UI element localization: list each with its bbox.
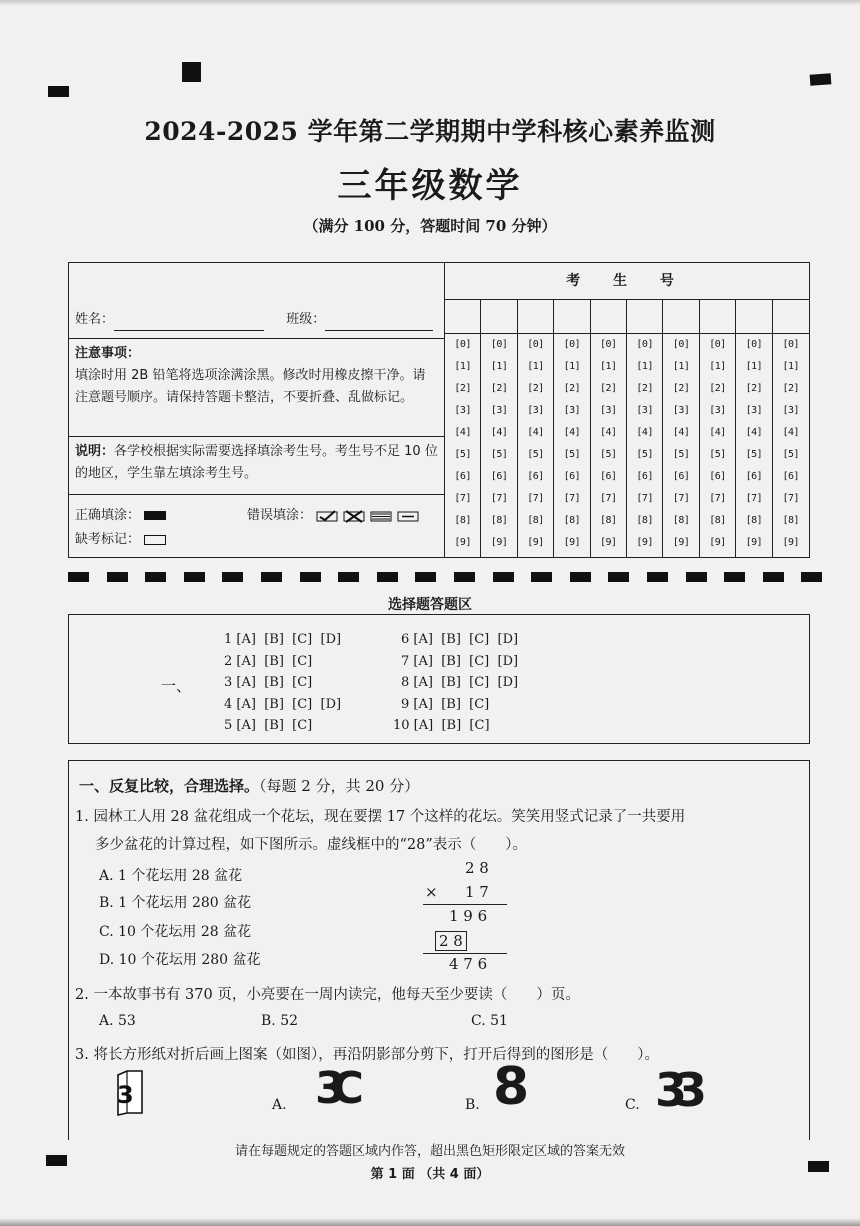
exam-number-bubble[interactable]: [6] [527,471,544,482]
exam-number-bubble[interactable]: [7] [745,493,763,504]
subject-title: 三年级数学 [337,166,523,206]
exam-number-bubble[interactable]: [8] [636,515,653,526]
exam-number-bubble[interactable]: [7] [563,493,581,504]
timing-mark [647,572,668,582]
footer-note: 请在每题规定的答题区域内作答，超出黑色矩形限定区域的答案无效 [234,1144,625,1159]
exam-number-bubble[interactable]: [0] [454,339,471,350]
vertical-row-5: 4 7 6 [449,955,488,973]
exam-number-bubble[interactable]: [4] [745,427,763,438]
exam-number-bubble[interactable]: [3] [672,405,690,416]
timing-mark [531,572,552,582]
timing-mark [261,572,282,582]
fill-example-section [69,495,444,557]
q3-option-b-shape[interactable]: 8 [493,1057,530,1117]
exam-number-bubble[interactable]: [9] [709,537,726,548]
exam-number-write-cell[interactable] [627,299,662,334]
absent-mark-box[interactable] [144,535,166,545]
exam-number-bubble[interactable]: [1] [636,361,653,372]
section-title: 一、反复比较，合理选择。 [79,777,260,795]
timing-mark [222,572,243,582]
exam-number-bubble[interactable]: [2] [454,383,471,394]
vertical-line-2 [423,953,507,954]
correct-fill-label: 正确填涂： [75,508,141,523]
answer-row[interactable]: 10 [A] [B] [C] [393,718,490,733]
explain-title: 说明： [75,444,115,459]
exam-number-bubble[interactable]: [6] [490,471,508,482]
answer-row[interactable]: 4 [A] [B] [C] [D] [224,696,342,712]
answer-row[interactable]: 8 [A] [B] [C] [D] [401,675,519,690]
exam-number-write-cell[interactable] [591,299,626,334]
exam-number-bubble[interactable]: [3] [527,405,544,416]
exam-number-column [773,299,809,557]
exam-number-bubble[interactable]: [8] [600,515,617,526]
exam-number-bubble[interactable]: [5] [490,449,508,460]
vertical-times-sign: × [425,883,438,901]
exam-number-bubble[interactable]: [2] [672,383,690,394]
exam-number-bubble[interactable]: [5] [600,449,617,460]
exam-number-bubble[interactable]: [5] [636,449,653,460]
exam-number-bubble[interactable]: [4] [782,427,800,438]
exam-number-bubble[interactable]: [1] [600,361,617,372]
exam-number-bubble[interactable]: [2] [490,383,508,394]
timing-mark [454,572,475,582]
name-class-row [69,263,444,339]
wrong-fill-label: 错误填涂： [247,508,313,523]
vertical-row-3: 1 9 6 [449,907,488,925]
exam-number-bubble[interactable]: [5] [672,449,690,460]
section-score: （每题 2 分，共 20 分） [259,777,420,795]
exam-number-bubble[interactable]: [7] [672,493,690,504]
exam-number-bubble[interactable]: [8] [782,515,800,526]
exam-subtitle: （满分 100 分，答题时间 70 分钟） [303,217,557,235]
exam-number-bubble[interactable]: [7] [709,493,726,504]
question-3: 3. 将长方形纸对折后画上图案（如图），再沿阴影部分剪下，打开后得到的图形是（ ）。 [75,1047,659,1063]
exam-number-bubble[interactable]: [0] [672,339,690,350]
position-mark [810,73,832,85]
exam-number-bubble[interactable]: [6] [454,471,471,482]
exam-number-bubble[interactable]: [0] [600,339,617,350]
top-edge [0,0,860,6]
timing-mark [801,572,822,582]
timing-mark [377,572,398,582]
exam-number-bubble[interactable]: [9] [600,537,617,548]
exam-number-bubble[interactable]: [2] [745,383,763,394]
exam-number-bubble[interactable]: [4] [672,427,690,438]
exam-number-write-cell[interactable] [445,299,480,334]
exam-number-column [481,299,517,557]
folded-paper-figure [115,1069,145,1117]
exam-number-bubble[interactable]: [8] [527,515,544,526]
exam-number-bubble[interactable]: [9] [672,537,690,548]
q1-option-b[interactable]: B. 1 个花坛用 280 盆花 [99,895,252,911]
answer-row[interactable]: 1 [A] [B] [C] [D] [224,632,342,647]
answer-row[interactable]: 7 [A] [B] [C] [D] [401,653,519,669]
exam-number-bubble[interactable]: [9] [490,537,508,548]
student-info-box [68,262,810,558]
timing-mark [184,572,205,582]
exam-number-bubble[interactable]: [6] [600,471,617,482]
exam-number-bubble[interactable]: [6] [563,471,581,482]
exam-number-column [627,299,663,557]
exam-number-bubble[interactable]: [4] [527,427,544,438]
q3-option-a-shape[interactable]: 3C [315,1063,350,1114]
exam-number-bubble[interactable]: [7] [600,493,617,504]
timing-mark [145,572,166,582]
answer-row[interactable]: 3 [A] [B] [C] [224,675,313,690]
exam-number-bubble[interactable]: [4] [490,427,508,438]
exam-number-bubble[interactable]: [7] [527,493,544,504]
explain-body: 各学校根据实际需要选择填涂考生号。考生号不足 10 位的地区，学生靠左填涂考生号。 [75,444,438,481]
name-label: 姓名： [75,312,115,327]
exam-number-bubble[interactable]: [1] [490,361,508,372]
exam-number-bubble[interactable]: [0] [490,339,508,350]
exam-number-bubble[interactable]: [0] [563,339,581,350]
exam-number-write-cell[interactable] [663,299,698,334]
exam-number-bubble[interactable]: [5] [563,449,581,460]
answer-row[interactable]: 9 [A] [B] [C] [401,696,490,712]
exam-number-write-cell[interactable] [736,299,771,334]
q1-option-a[interactable]: A. 1 个花坛用 28 盆花 [99,868,243,884]
exam-number-write-cell[interactable] [518,299,553,334]
vertical-row-4-boxed: 2 8 [435,931,467,951]
exam-number-bubble[interactable]: [8] [563,515,581,526]
exam-number-write-cell[interactable] [700,299,735,334]
exam-number-bubble[interactable]: [3] [490,405,508,416]
exam-number-column [445,299,481,557]
exam-number-bubble[interactable]: [4] [563,427,581,438]
timing-mark [724,572,745,582]
selection-section-number: 一、 [161,677,192,695]
exam-number-bubble[interactable]: [0] [636,339,653,350]
question-1-line-1: 1. 园林工人用 28 盆花组成一个花坛，现在要摆 17 个这样的花坛。笑笑用竖式记录了一共要用 [75,809,686,825]
q1-option-c[interactable]: C. 10 个花坛用 28 盆花 [99,924,252,940]
exam-number-bubble[interactable]: [5] [745,449,763,460]
timing-mark [107,572,128,582]
wrong-fill-examples [316,509,424,523]
exam-number-bubble[interactable]: [7] [782,493,800,504]
absent-mark-label: 缺考标记： [75,532,141,547]
notice-section [69,339,444,437]
exam-title: 2024-2025 学年第二学期期中学科核心素养监测 [144,117,716,146]
exam-number-bubble[interactable]: [0] [709,339,726,350]
exam-number-bubble[interactable]: [3] [636,405,653,416]
exam-number-bubble[interactable]: [7] [490,493,508,504]
explain-section [69,437,444,495]
timing-mark [493,572,514,582]
section-heading [79,775,419,796]
exam-number-bubble[interactable]: [1] [745,361,763,372]
exam-number-write-cell[interactable] [773,299,809,334]
exam-number-bubble[interactable]: [7] [454,493,471,504]
exam-number-bubble[interactable]: [1] [709,361,726,372]
exam-number-bubble[interactable]: [0] [527,339,544,350]
exam-number-bubble[interactable]: [3] [600,405,617,416]
exam-number-column [700,299,736,557]
timing-mark [763,572,784,582]
exam-number-bubble[interactable]: [1] [563,361,581,372]
answer-row[interactable]: 2 [A] [B] [C] [224,653,313,669]
question-1-line-2: 多少盆花的计算过程，如下图所示。虚线框中的“28”表示（ ）。 [95,837,528,853]
exam-number-bubble[interactable]: [3] [709,405,726,416]
timing-mark [415,572,436,582]
timing-mark [570,572,591,582]
exam-number-bubble[interactable]: [3] [563,405,581,416]
class-label: 班级： [286,312,326,327]
exam-number-bubble[interactable]: [4] [600,427,617,438]
exam-number-bubble[interactable]: [2] [782,383,800,394]
exam-number-bubble[interactable]: [9] [454,537,471,548]
exam-number-column [736,299,772,557]
exam-number-bubble[interactable]: [8] [709,515,726,526]
exam-number-bubble[interactable]: [8] [454,515,471,526]
exam-number-bubble[interactable]: [6] [672,471,690,482]
exam-number-bubble[interactable]: [2] [636,383,653,394]
q2-option-c[interactable]: C. 51 [471,1013,508,1029]
position-mark [48,86,69,97]
position-mark [182,62,201,82]
vertical-row-1: 2 8 [465,859,489,877]
exam-number-bubble[interactable]: [2] [600,383,617,394]
vertical-line-1 [423,904,507,905]
correct-fill-example [144,511,166,520]
exam-number-column [663,299,699,557]
exam-number-bubble[interactable]: [8] [490,515,508,526]
timing-mark [68,572,89,582]
exam-number-bubble[interactable]: [3] [782,405,800,416]
exam-number-bubble[interactable]: [0] [782,339,800,350]
exam-number-bubble[interactable]: [4] [454,427,471,438]
notice-title: 注意事项： [75,346,141,361]
question-area [68,760,810,1140]
exam-number-write-cell[interactable] [481,299,516,334]
q3-option-a-label[interactable]: A. [272,1097,287,1113]
exam-number-bubble[interactable]: [6] [782,471,800,482]
exam-number-bubble[interactable]: [9] [782,537,800,548]
exam-number-bubble[interactable]: [2] [563,383,581,394]
exam-number-bubble[interactable]: [9] [563,537,581,548]
vertical-row-2: 1 7 [465,883,489,901]
q2-option-a[interactable]: A. 53 [99,1013,136,1029]
q1-option-d[interactable]: D. 10 个花坛用 280 盆花 [99,952,261,968]
exam-number-bubble[interactable]: [1] [527,361,544,372]
question-2: 2. 一本故事书有 370 页，小亮要在一周内读完，他每天至少要读（ ）页。 [75,987,580,1003]
q3-option-c-shape[interactable]: 33 [655,1063,696,1117]
folded-paper-glyph: 3 [117,1081,134,1109]
exam-number-bubble[interactable]: [9] [636,537,653,548]
exam-number-bubble[interactable]: [1] [454,361,471,372]
page-number: 第 1 面 （共 4 面） [370,1167,490,1182]
name-field[interactable] [114,316,264,331]
timing-mark [338,572,359,582]
exam-number-bubble[interactable]: [1] [782,361,800,372]
exam-number-bubble[interactable]: [5] [454,449,471,460]
exam-number-bubble[interactable]: [5] [527,449,544,460]
q3-option-c-label[interactable]: C. [625,1097,640,1113]
exam-number-column [518,299,554,557]
selection-heading: 选择题答题区 [388,597,472,613]
bottom-edge [0,1218,860,1226]
exam-number-bubble[interactable]: [2] [527,383,544,394]
exam-number-heading: 考 生 号 [445,263,809,300]
exam-number-grid [445,263,809,557]
exam-number-bubble[interactable]: [6] [636,471,653,482]
exam-number-column [554,299,590,557]
selection-answer-area [68,614,810,744]
timing-mark [686,572,707,582]
exam-number-bubble[interactable]: [0] [745,339,763,350]
exam-number-bubble[interactable]: [3] [454,405,471,416]
exam-number-bubble[interactable]: [4] [709,427,726,438]
exam-number-write-cell[interactable] [554,299,589,334]
exam-number-bubble[interactable]: [8] [745,515,763,526]
exam-number-bubble[interactable]: [7] [636,493,653,504]
answer-row[interactable]: 6 [A] [B] [C] [D] [401,632,519,647]
exam-number-bubble[interactable]: [8] [672,515,690,526]
exam-number-bubble[interactable]: [3] [745,405,763,416]
exam-number-bubble[interactable]: [4] [636,427,653,438]
exam-number-column [591,299,627,557]
exam-number-bubble[interactable]: [2] [709,383,726,394]
student-info-left [69,263,445,557]
q3-option-b-label[interactable]: B. [465,1097,480,1113]
timing-mark [608,572,629,582]
exam-number-bubble[interactable]: [5] [782,449,800,460]
exam-number-bubble[interactable]: [9] [527,537,544,548]
exam-number-bubble[interactable]: [5] [709,449,726,460]
exam-number-bubble[interactable]: [9] [745,537,763,548]
timing-mark [300,572,321,582]
q2-option-b[interactable]: B. 52 [261,1013,299,1029]
answer-row[interactable]: 5 [A] [B] [C] [224,718,313,733]
notice-body: 填涂时用 2B 铅笔将选项涂满涂黑。修改时用橡皮擦干净。请注意题号顺序。请保持答题卡整洁，不要折叠、乱做标记。 [75,368,426,405]
exam-number-bubble[interactable]: [6] [745,471,763,482]
class-field[interactable] [325,316,433,331]
exam-number-bubble[interactable]: [1] [672,361,690,372]
exam-number-bubble[interactable]: [6] [709,471,726,482]
